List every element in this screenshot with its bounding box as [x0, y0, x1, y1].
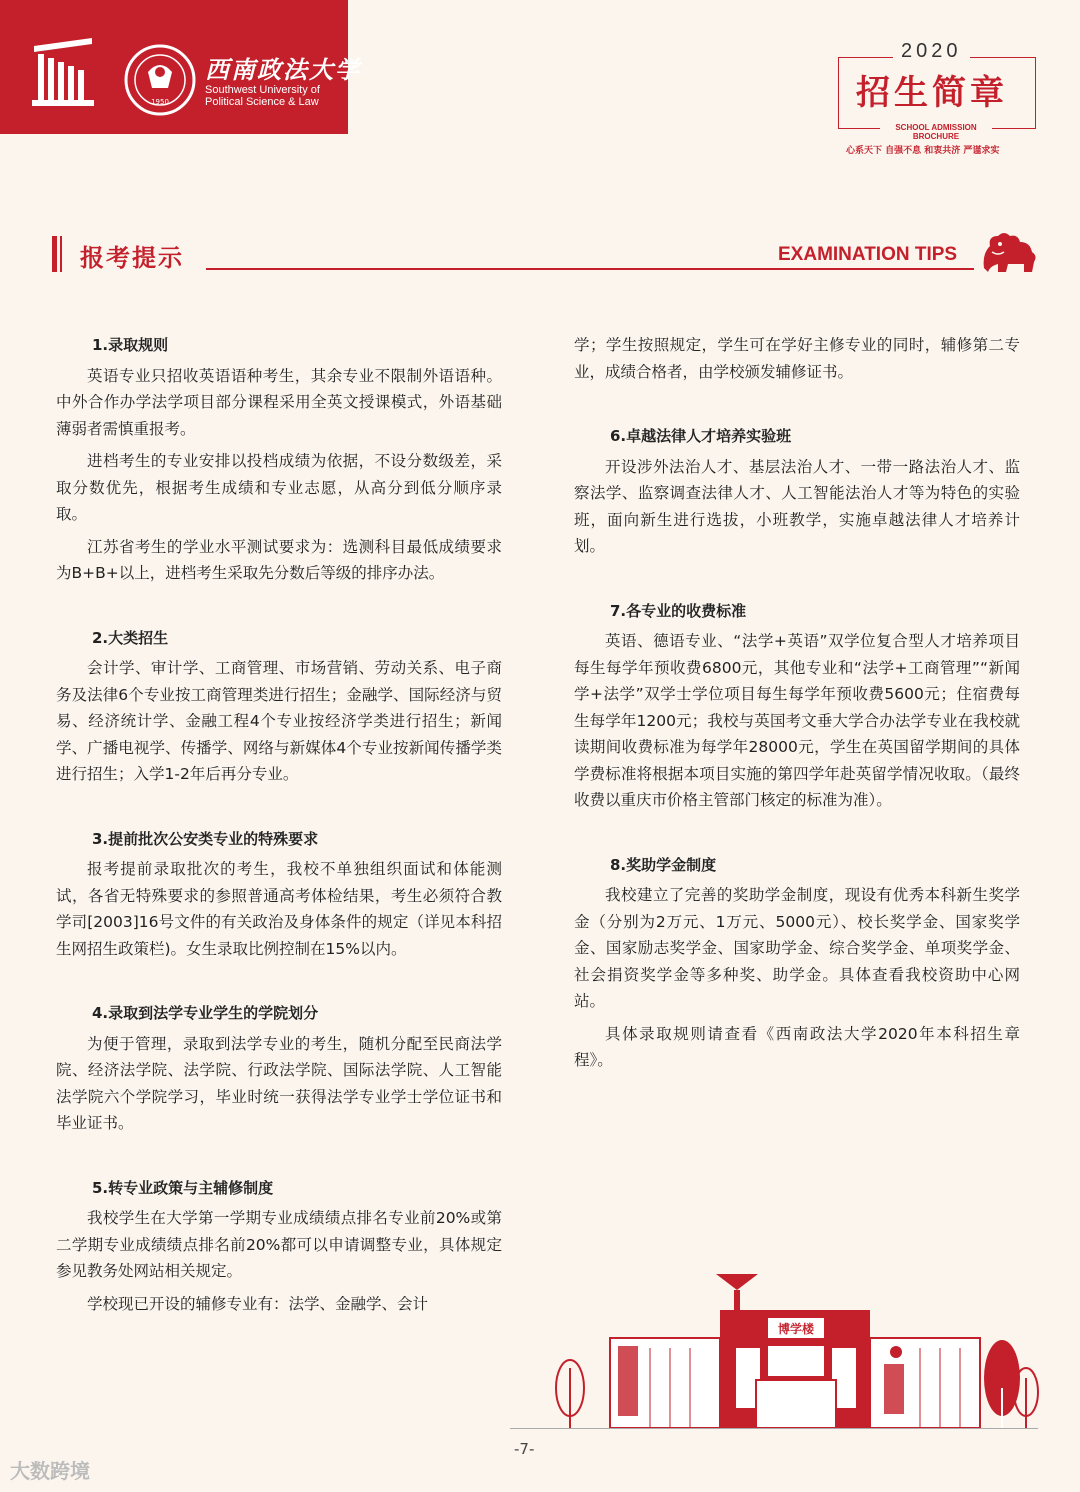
campus-building-illustration	[540, 1268, 1040, 1428]
paragraph-continued: 学；学生按照规定，学生可在学好主修专业的同时，辅修第二专业，成绩合格者，由学校颁发辅修证书。	[574, 336, 1020, 381]
left-column	[56, 332, 502, 1323]
heading-law-school-division: 4.录取到法学专业学生的学院划分	[92, 1004, 319, 1022]
heading-category-enrollment: 2.大类招生	[92, 628, 169, 647]
watermark: 大数跨境	[10, 1459, 90, 1483]
section-title-en: EXAMINATION TIPS	[778, 244, 958, 265]
university-seal-icon	[124, 44, 196, 116]
university-name-cn: 西南政法大学	[205, 55, 361, 84]
heading-admission-rules: 1.录取规则	[92, 336, 169, 354]
section-marker	[52, 236, 57, 272]
school-motto: 心系天下 自强不息 和衷共济 严谨求实	[846, 146, 1000, 156]
heading-major-transfer: 5.转专业政策与主辅修制度	[92, 1178, 274, 1197]
heading-police-requirements: 3.提前批次公安类专业的特殊要求	[92, 829, 319, 848]
brochure-year: 2020	[893, 40, 970, 63]
paragraph: 英语专业只招收英语语种考生，其余专业不限制外语语种。中外合作办学法学项目部分课程采用全英文授课模式，外语基础薄弱者需慎重报考。	[56, 366, 502, 438]
section-marker-thin	[60, 236, 62, 272]
paragraph: 英语、德语专业、“法学+英语”双学位复合型人才培养项目每生每学年预收费6800元，其他专业和“法学+工商管理”“新闻学+法学”双学士学位项目每生每学年预收费5600元；住宿费每生每学年1200元；我校与英国考文垂大学合办法学专业在我校就读期间收费标准为每学年28000元，学生在英国留学期间的具体学费标准将根据本项目实施的第四学年赴英留学情况收取。（最终收费以重庆市价格主管部门核定的标准为准）。	[574, 632, 1020, 809]
paragraph: 会计学、审计学、工商管理、市场营销、劳动关系、电子商务及法律6个专业按工商管理类进行招生；金融学、国际经济与贸易、经济统计学、金融工程4个专业按经济学类进行招生；新闻学、广播电视学、传播学、网络与新媒体4个专业按新闻传播学类进行招生；入学1-2年后再分专业。	[56, 659, 502, 783]
university-name-en: Southwest University of Political Science & Law	[205, 84, 320, 108]
building-logo-icon	[30, 36, 96, 108]
paragraph: 开设涉外法治人才、基层法治人才、一带一路法治人才、监察法学、监察调查法律人才、人工智能法治人才等为特色的实验班，面向新生进行选拔，小班教学，实施卓越法律人才培养计划。	[574, 457, 1020, 555]
paragraph: 学校现已开设的辅修专业有：法学、金融学、会计	[87, 1294, 429, 1313]
building-sign: 博学楼	[777, 1322, 815, 1336]
heading-scholarships: 8.奖助学金制度	[610, 855, 717, 874]
brochure-subtitle-line2: BROCHURE	[912, 132, 960, 141]
paragraph: 为便于管理，录取到法学专业的考生，随机分配至民商法学院、经济法学院、法学院、行政法学院、国际法学院、人工智能法学院六个学院学习，毕业时统一获得法学专业学士学位证书和毕业证书。	[56, 1034, 502, 1132]
paragraph: 进档考生的专业安排以投档成绩为依据，不设分数级差，采取分数优先，根据考生成绩和专业志愿，从高分到低分顺序录取。	[56, 452, 502, 523]
right-column	[574, 332, 1020, 1080]
heading-excellence-class: 6.卓越法律人才培养实验班	[610, 427, 792, 445]
paragraph: 我校学生在大学第一学期专业成绩绩点排名专业前20%或第二学期专业成绩绩点排名前20%都可以申请调整专业，具体规定参见教务处网站相关规定。	[56, 1209, 502, 1280]
paragraph: 江苏省考生的学业水平测试要求为：选测科目最低成绩要求为B+B+以上，进档考生采取先分数后等级的排序办法。	[56, 537, 502, 582]
seal-year: 1950	[151, 98, 169, 106]
footer-divider	[510, 1428, 1038, 1429]
paragraph: 报考提前录取批次的考生，我校不单独组织面试和体能测试，各省无特殊要求的参照普通高考体检结果，考生必须符合教学司[2003]16号文件的有关政治及身体条件的规定（详见本科招生网招生政策栏)。女生录取比例控制在15%以内。	[56, 860, 502, 958]
section-divider	[206, 268, 974, 270]
lion-icon	[978, 228, 1040, 276]
brochure-subtitle-line1: SCHOOL ADMISSION	[895, 123, 977, 132]
heading-tuition: 7.各专业的收费标准	[610, 601, 747, 620]
section-title: 报考提示	[80, 244, 184, 272]
page-number: -7-	[514, 1440, 535, 1458]
brochure-subtitle	[880, 123, 992, 141]
paragraph: 我校建立了完善的奖助学金制度，现设有优秀本科新生奖学金（分别为2万元、1万元、5000元）、校长奖学金、国家奖学金、国家励志奖学金、国家助学金、综合奖学金、单项奖学金、社会捐资奖学金等多种奖、助学金。具体查看我校资助中心网站。	[574, 886, 1020, 1010]
brochure-title: 招生简章	[856, 73, 1008, 113]
paragraph: 具体录取规则请查看《西南政法大学2020年本科招生章程》。	[574, 1024, 1020, 1069]
